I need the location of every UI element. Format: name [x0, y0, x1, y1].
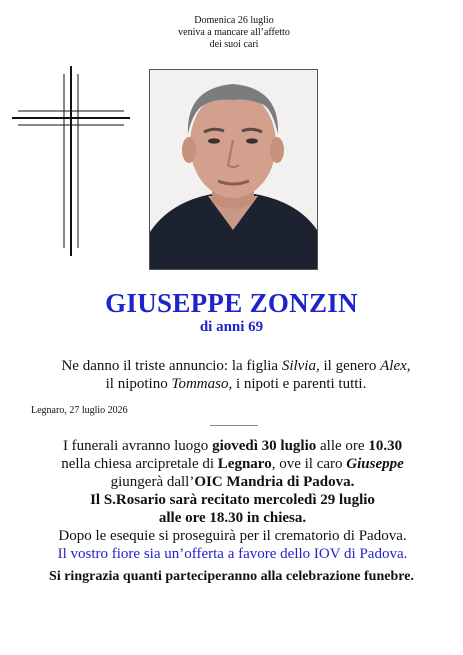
thanks-line: Si ringrazia quanti parteciperanno alla celebrazione funebre. — [49, 569, 414, 584]
deceased-name: GIUSEPPE ZONZIN — [105, 288, 358, 318]
funeral-line-3: giungerà dall’OIC Mandria di Padova. — [110, 474, 355, 490]
portrait-photo — [149, 69, 318, 270]
announcement-line-2: il nipotino Tommaso, i nipoti e parenti tutti. — [105, 376, 367, 392]
death-date-notice — [150, 15, 318, 51]
deceased-age: di anni 69 — [199, 319, 264, 335]
intro-line-3: dei suoi cari — [209, 39, 259, 50]
latin-cross-icon — [12, 66, 130, 256]
funeral-line-2: nella chiesa arcipretale di Legnaro, ove il caro Giuseppe — [61, 456, 404, 472]
divider — [210, 425, 258, 426]
funeral-details — [20, 437, 445, 563]
donation-line: Il vostro fiore sia un’offerta a favore dello IOV di Padova. — [57, 546, 408, 562]
crematorium-line: Dopo le esequie si proseguirà per il crematorio di Padova. — [58, 528, 407, 544]
intro-line-2: veniva a mancare all’affetto — [178, 27, 290, 38]
intro-line-1: Domenica 26 luglio — [194, 15, 274, 26]
rosary-line-1: Il S.Rosario sarà recitato mercoledì 29 luglio — [90, 492, 375, 508]
announcement-line-1: Ne danno il triste annuncio: la figlia Silvia, il genero Alex, — [61, 358, 411, 374]
place-and-date: Legnaro, 27 luglio 2026 — [31, 405, 128, 416]
funeral-line-1: I funerali avranno luogo giovedì 30 luglio alle ore 10.30 — [62, 438, 403, 454]
family-announcement — [30, 357, 442, 393]
rosary-line-2: alle ore 18.30 in chiesa. — [158, 510, 307, 526]
